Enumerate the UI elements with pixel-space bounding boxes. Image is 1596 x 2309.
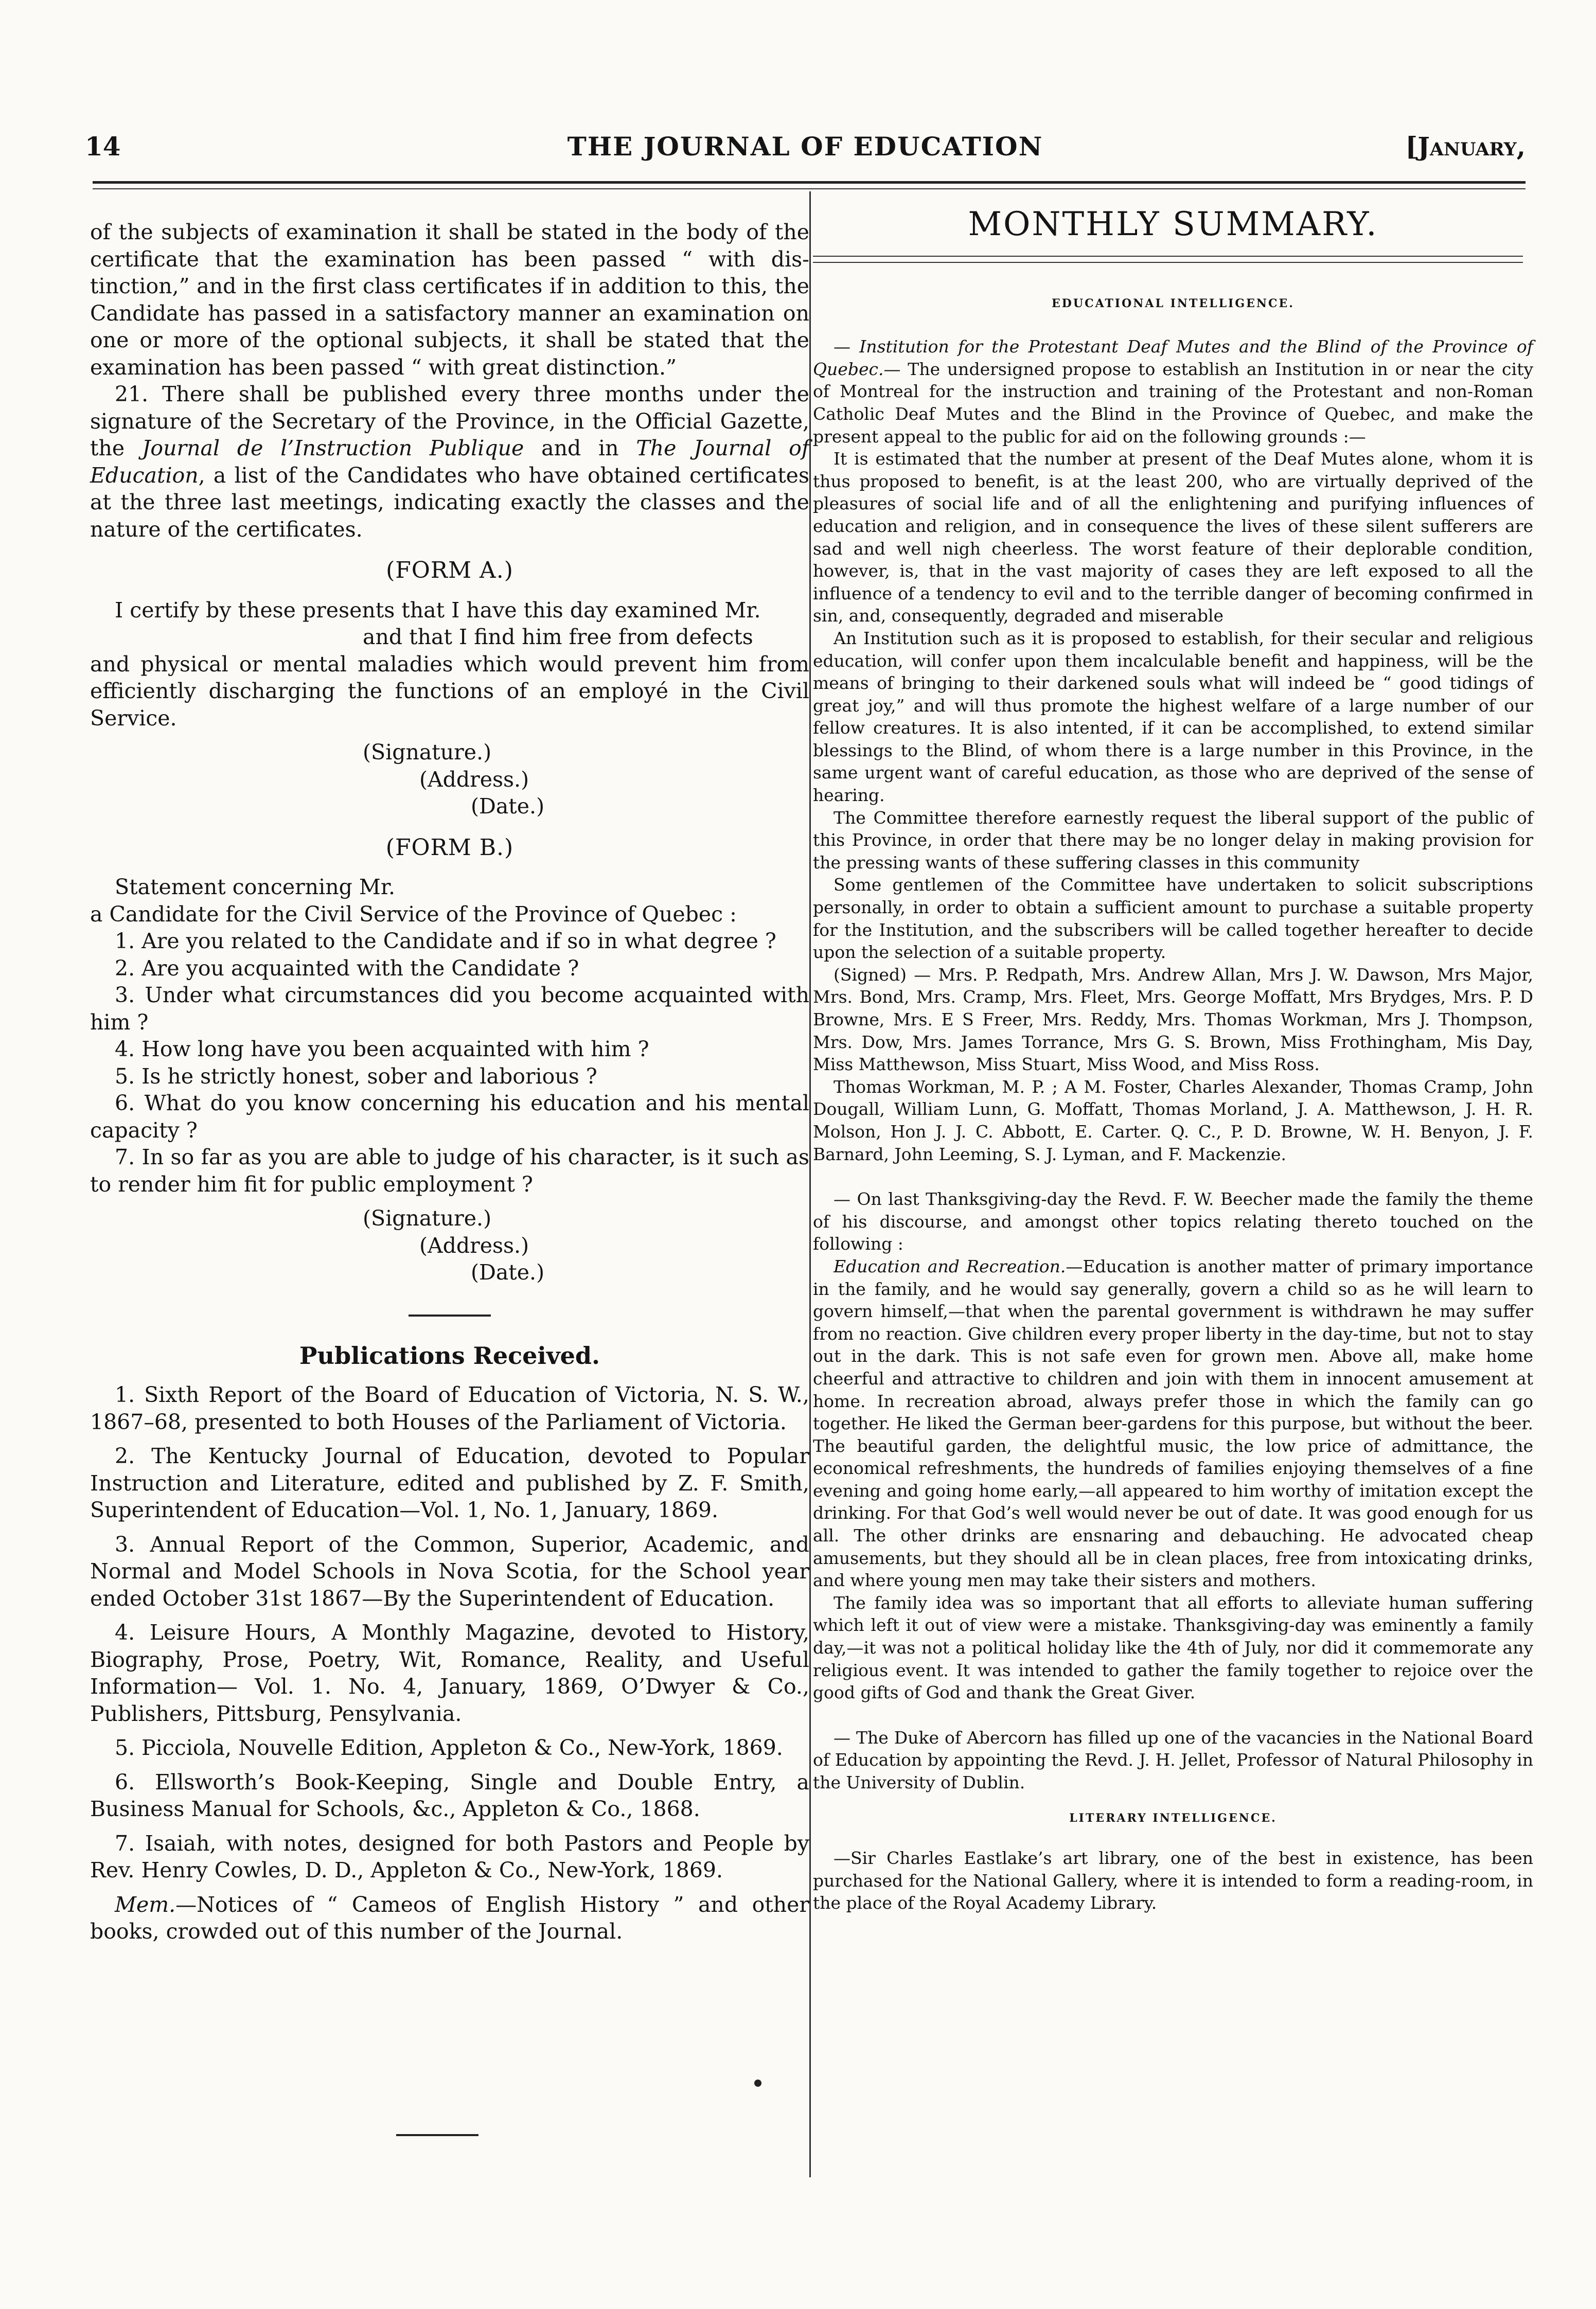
issue-month: [January, [1405, 131, 1526, 162]
form-b-address: (Address.) [419, 1233, 529, 1258]
question-7: 7. In so far as you are able to judge of his character, is it such as to render him fit for public employment ? [90, 1145, 809, 1197]
page-number: 14 [85, 131, 121, 162]
committee-paragraph: The Committee therefore earnestly request the liberal support of the public of this Province, in order that there may be no longer delay in making provision for the pressing wants of these suffering classes in this community [813, 807, 1533, 873]
publication-item-3: 3. Annual Report of the Common, Superior, Academic, and Normal and Model Schools in Nova Scotia, for the School year ended October 31st 1867—By the Superintendent of Education. [90, 1532, 809, 1611]
publication-item-6: 6. Ellsworth’s Book-Keeping, Single and Double Entry, a Business Manual for Schools, &c., Appleton & Co., 1868. [90, 1769, 809, 1821]
spacer [813, 1165, 1533, 1188]
memo-note [90, 1891, 809, 1945]
recreation-paragraph [813, 1255, 1533, 1592]
question-6: 6. What do you know concerning his education and his mental capacity ? [90, 1091, 809, 1143]
journal-name-en: The Journal of Education [90, 436, 809, 488]
closing-rule [396, 2134, 478, 2136]
publication-item-2: 2. The Kentucky Journal of Education, devoted to Popular Instruction and Literature, edited and published by Z. F. Smith, Superintendent of Education—Vol. 1, No. 1, January, 1869. [90, 1444, 809, 1522]
subscriptions-paragraph: Some gentlemen of the Committee have undertaken to solicit subscriptions personally, in order to obtain a sufficient amount to purchase a suitable property for the Institution, and the subscribers will be called together hereafter to decide upon the selection of a suitable property. [813, 875, 1533, 963]
exam-paragraph: of the subjects of examination it shall be stated in the body of the certificate that the examination has been passed “ with distinction,” and in the first class certificates if in addition to this, the Candidate has passed in a satisfactory manner an examination on one or more of the optional subjects, it shall be stated that the examination has been passed “ with great distinction.” [90, 220, 809, 380]
publication-rule-paragraph [90, 381, 809, 543]
right-column [813, 205, 1533, 1914]
question-1: 1. Are you related to the Candidate and if so in what degree ? [115, 929, 776, 953]
abercorn-paragraph: — The Duke of Abercorn has filled up one of the vacancies in the National Board of Education by appointing the Revd. J. H. Jellet, Professor of Natural Philosophy in the University of Dublin. [813, 1727, 1533, 1792]
form-b-intro-2: a Candidate for the Civil Service of the Province of Quebec : [90, 901, 737, 927]
signed-gentlemen-paragraph: Thomas Workman, M. P. ; A M. Foster, Charles Alexander, Thomas Cramp, John Dougall, William Lunn, G. Moffatt, Thomas Morland, J. A. Matthewson, J. H. R. Molson, Hon J. J. C. Abbott, E. Carter. Q. C., P. D. Browne, W. H. Benyon, J. F. Barnard, John Leeming, S. J. Lyman, and F. Mackenzie. [813, 1076, 1533, 1164]
stray-dot [754, 2080, 761, 2087]
header-rule-thick [93, 181, 1526, 184]
educational-intelligence-heading: EDUCATIONAL INTELLIGENCE. [1052, 296, 1294, 310]
publication-item-7: 7. Isaiah, with notes, designed for both Pastors and People by Rev. Henry Cowles, D. D., Appleton & Co., New-York, 1869. [90, 1831, 809, 1882]
form-a-address: (Address.) [419, 767, 529, 792]
journal-title: THE JOURNAL OF EDUCATION [567, 131, 1043, 162]
running-header [85, 131, 1526, 172]
publications-heading: Publications Received. [299, 1341, 600, 1370]
text-run: 21. There shall be published every three months under the signature of the Secretary of the Province, in the Official Gazette, the [90, 382, 809, 460]
question-4: 4. How long have you been acquainted with him ? [115, 1037, 649, 1061]
deaf-mutes-paragraph [813, 335, 1533, 448]
form-b-intro-1: Statement concerning Mr. [115, 875, 395, 899]
memo-label: Mem. [115, 1892, 176, 1917]
publication-item-4: 4. Leisure Hours, A Monthly Magazine, devoted to History, Biography, Prose, Poetry, Wit, Romance, Reality, and Useful Information— Vol. 1. No. 4, January, 1869, O’Dwyer & Co., Publishers, Pittsburg, Pensylvania. [90, 1620, 809, 1726]
family-idea-paragraph: The family idea was so important that all efforts to alleviate human suffering which left it out of view were a mistake. Thanksgiving-day was eminently a family day,—it was not a political holiday like the 4th of July, nor did it commemorate any religious event. It was intended to gather the family together to rejoice over the good gifts of God and thank the Great Giver. [813, 1592, 1533, 1703]
title-rule-2 [813, 262, 1523, 263]
form-a-line-2: and that I find him free from defects [363, 625, 753, 649]
question-3: 3. Under what circumstances did you become acquainted with him ? [90, 983, 809, 1035]
form-a-heading: (FORM A.) [386, 557, 513, 583]
form-b-signature: (Signature.) [363, 1206, 492, 1231]
text-run: — The undersigned propose to establish an Institution in or near the city of Montreal for the instruction and training of the Protestant and non-Roman Catholic Deaf Mutes and the Blind in the Province of Quebec, and make the present appeal to the public for aid on the following grounds :— [813, 359, 1533, 447]
text-run: —Education is another matter of primary importance in the family, and he would say generally, govern a child so as he will learn to govern himself,—that when the parental government is withdrawn he may suffer from no reaction. Give children every proper liberty in the day-time, but not to stay out in the dark. This is not safe even for grown men. Above all, make home cheerful and attractive to children and join with them in innocent amusement at home. In recreation abroad, always prefer those in which the family can go together. He liked the German beer-gardens for this purpose, but without the beer. The beautiful garden, the delightful music, the low price of admittance, the economical refreshments, the hundreds of families enjoying themselves of a fine evening and going home early,—all appeared to him worthy of imitation except the drinking. For that God’s well would never be out of date. It was good enough for us all. The other drinks are ensnaring and debauching. He advocated cheap amusements, but they should all be in clean places, free from intoxicating drinks, and where young men may take their sisters and mothers. [813, 1256, 1533, 1591]
monthly-summary-title: MONTHLY SUMMARY. [968, 205, 1378, 243]
memo-text: —Notices of “ Cameos of English History ” and other books, crowded out of this number of the Journal. [90, 1892, 809, 1944]
form-a-line-3: and physical or mental maladies which would prevent him from efficiently discharging the functions of an employé in the Civil Service. [90, 651, 809, 731]
form-b-date: (Date.) [471, 1260, 545, 1285]
title-rule-1 [813, 256, 1523, 257]
form-a-date: (Date.) [471, 794, 545, 819]
form-a-signature: (Signature.) [363, 740, 492, 765]
question-2: 2. Are you acquainted with the Candidate ? [115, 955, 579, 981]
spacer [813, 1704, 1533, 1727]
left-column [90, 219, 809, 1945]
section-rule [409, 1315, 491, 1317]
text-run: , a list of the Candidates who have obtained certificates at the three last meetings, indicating exactly the classes and the nature of the certificates. [90, 463, 809, 542]
text-run: and in [524, 436, 636, 460]
form-b-heading: (FORM B.) [385, 834, 514, 861]
journal-name-fr: Journal de l’Instruction Publique [141, 436, 524, 460]
eastlake-paragraph: —Sir Charles Eastlake’s art library, one of the best in existence, has been purchased for the National Gallery, where it is intended to form a reading-room, in the place of the Royal Academy Library. [813, 1848, 1533, 1913]
column-divider [809, 191, 811, 2177]
estimate-paragraph: It is estimated that the number at present of the Deaf Mutes alone, whom it is thus proposed to benefit, is at the least 200, who are virtually deprived of the pleasures of social life and of all the enlightening and purifying influences of education and religion, and in consequence the lives of these silent sufferers are sad and well nigh cheerless. The worst feature of their deplorable condition, however, is, that in the vast majority of cases they are left exposed to all the influence of a tendency to evil and to the terrible danger of becoming confirmed in sin, and, consequently, degraded and miserable [813, 449, 1533, 626]
publication-item-1: 1. Sixth Report of the Board of Education of Victoria, N. S. W., 1867–68, presented to both Houses of the Parliament of Victoria. [90, 1382, 809, 1434]
form-a-line-1: I certify by these presents that I have this day examined Mr. [115, 597, 761, 623]
question-5: 5. Is he strictly honest, sober and laborious ? [115, 1063, 597, 1089]
header-rule-thin [93, 188, 1526, 189]
thanksgiving-paragraph: — On last Thanksgiving-day the Revd. F. W. Beecher made the family the theme of his discourse, and amongst other topics relating thereto touched on the following : [813, 1189, 1533, 1254]
recreation-title: Education and Recreation. [834, 1256, 1066, 1276]
publication-item-5: 5. Picciola, Nouvelle Edition, Appleton & Co., New-York, 1869. [115, 1735, 783, 1760]
institution-title: — Institution for the Protestant Deaf Mutes and the Blind of the Province of Quebec. [813, 336, 1533, 379]
signed-ladies-paragraph: (Signed) — Mrs. P. Redpath, Mrs. Andrew Allan, Mrs J. W. Dawson, Mrs Major, Mrs. Bond, Mrs. Cramp, Mrs. Fleet, Mrs. George Moffatt, Mrs Brydges, Mrs. P. D Browne, Mrs. E S Freer, Mrs. Reddy, Mrs. Thomas Workman, Mrs J. Thompson, Mrs. Dow, Mrs. James Torrance, Mrs G. S. Brown, Miss Frothingham, Mis Day, Miss Matthewson, Miss Stuart, Miss Wood, and Miss Ross. [813, 964, 1533, 1075]
literary-intelligence-heading: LITERARY INTELLIGENCE. [1069, 1811, 1277, 1825]
institution-paragraph: An Institution such as it is proposed to establish, for their secular and religious education, will confer upon them incalculable benefit and happiness, will be the means of bringing to their darkened souls what will indeed be “ good tidings of great joy,” and will thus promote the highest welfare of a large number of our fellow creatures. It is also intented, if it can be accomplished, to extend similar blessings to the Blind, of whom there is a large number in this Province, in the same urgent want of careful education, as those who are deprived of the sense of hearing. [813, 628, 1533, 806]
